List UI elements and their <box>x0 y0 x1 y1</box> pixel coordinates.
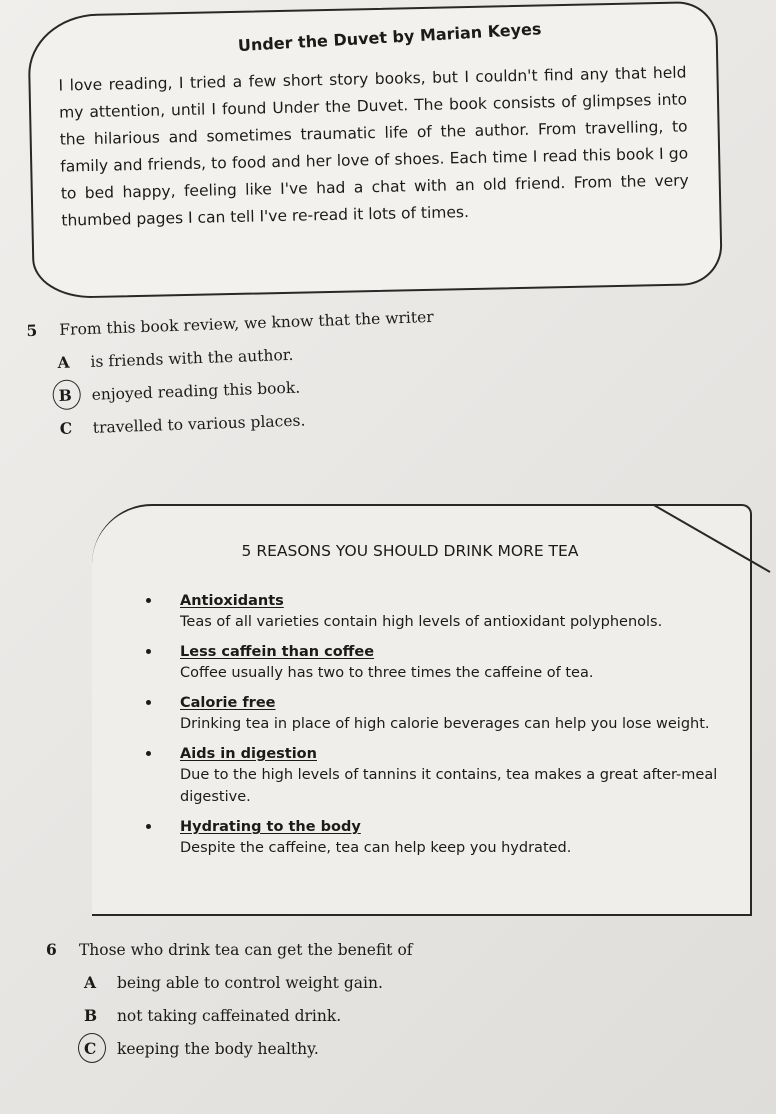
option-letter-text: B <box>58 385 73 406</box>
option-a[interactable] <box>57 336 547 372</box>
question-stem: Those who drink tea can get the benefit of <box>78 941 413 959</box>
tea-reasons-box <box>92 504 752 916</box>
review-text: I love reading, I tried a few short story books, but I couldn't find any that held my attention, until I found Under the Duvet. The book consists of glimpses into the hilarious and sometimes traumatic life of the author. From travelling, to family and friends, to food and her love of shoes. Each time I read this book I go to bed happy, feeling like I've had a chat with an old friend. From the very thumbed pages I can tell I've re-read it lots of times. <box>58 63 689 230</box>
question-number: 5 <box>26 320 38 341</box>
option-text: travelled to various places. <box>92 411 306 437</box>
list-item <box>132 590 732 633</box>
option-letter: A <box>84 973 97 992</box>
answer-circle-mark <box>52 379 81 410</box>
option-letter: A <box>57 352 70 373</box>
reason-text: Drinking tea in place of high calorie beverages can help you lose weight. <box>180 716 710 732</box>
option-letter <box>58 385 87 405</box>
reason-text: Due to the high levels of tannins it contains, tea makes a great after-meal digestive. <box>180 767 718 805</box>
reason-heading: Antioxidants <box>180 593 284 609</box>
question-6 <box>46 940 606 1058</box>
option-text: enjoyed reading this book. <box>91 378 301 404</box>
bullet-icon <box>146 649 151 654</box>
reason-heading: Hydrating to the body <box>180 819 361 835</box>
reason-text: Coffee usually has two to three times the caffeine of tea. <box>180 665 594 681</box>
option-text: keeping the body healthy. <box>116 1040 319 1058</box>
option-c[interactable] <box>60 402 550 438</box>
list-item <box>132 816 732 859</box>
box-corner-line <box>652 504 772 574</box>
reason-heading: Aids in digestion <box>180 746 317 762</box>
book-review-box <box>27 1 723 299</box>
option-text: is friends with the author. <box>90 345 294 371</box>
reason-text: Despite the caffeine, tea can help keep you hydrated. <box>180 840 572 856</box>
answer-circle-mark <box>78 1033 106 1063</box>
option-letter-text: C <box>84 1039 97 1058</box>
list-item <box>132 641 732 684</box>
review-title: Under the Duvet by Marian Keyes <box>237 19 542 56</box>
reason-heading: Calorie free <box>180 695 276 711</box>
option-c[interactable] <box>84 1039 606 1058</box>
option-letter: C <box>59 418 73 438</box>
list-item <box>132 743 732 808</box>
option-text: not taking caffeinated drink. <box>116 1007 342 1025</box>
option-letter <box>84 1039 112 1058</box>
option-a[interactable] <box>84 973 606 992</box>
option-text: being able to control weight gain. <box>116 974 383 992</box>
option-b[interactable] <box>58 369 548 405</box>
bullet-icon <box>146 751 151 756</box>
option-b[interactable] <box>84 1006 606 1025</box>
question-5 <box>26 303 550 439</box>
question-stem: From this book review, we know that the writer <box>59 307 434 339</box>
bullet-icon <box>146 598 151 603</box>
question-number: 6 <box>46 940 57 959</box>
bullet-icon <box>146 700 151 705</box>
reason-text: Teas of all varieties contain high levels of antioxidant polyphenols. <box>180 614 663 630</box>
tea-title: 5 REASONS YOU SHOULD DRINK MORE TEA <box>241 542 579 560</box>
option-letter: B <box>84 1006 98 1025</box>
reason-heading: Less caffein than coffee <box>180 644 375 660</box>
bullet-icon <box>146 824 151 829</box>
tea-reasons-list <box>132 590 732 867</box>
list-item <box>132 692 732 735</box>
